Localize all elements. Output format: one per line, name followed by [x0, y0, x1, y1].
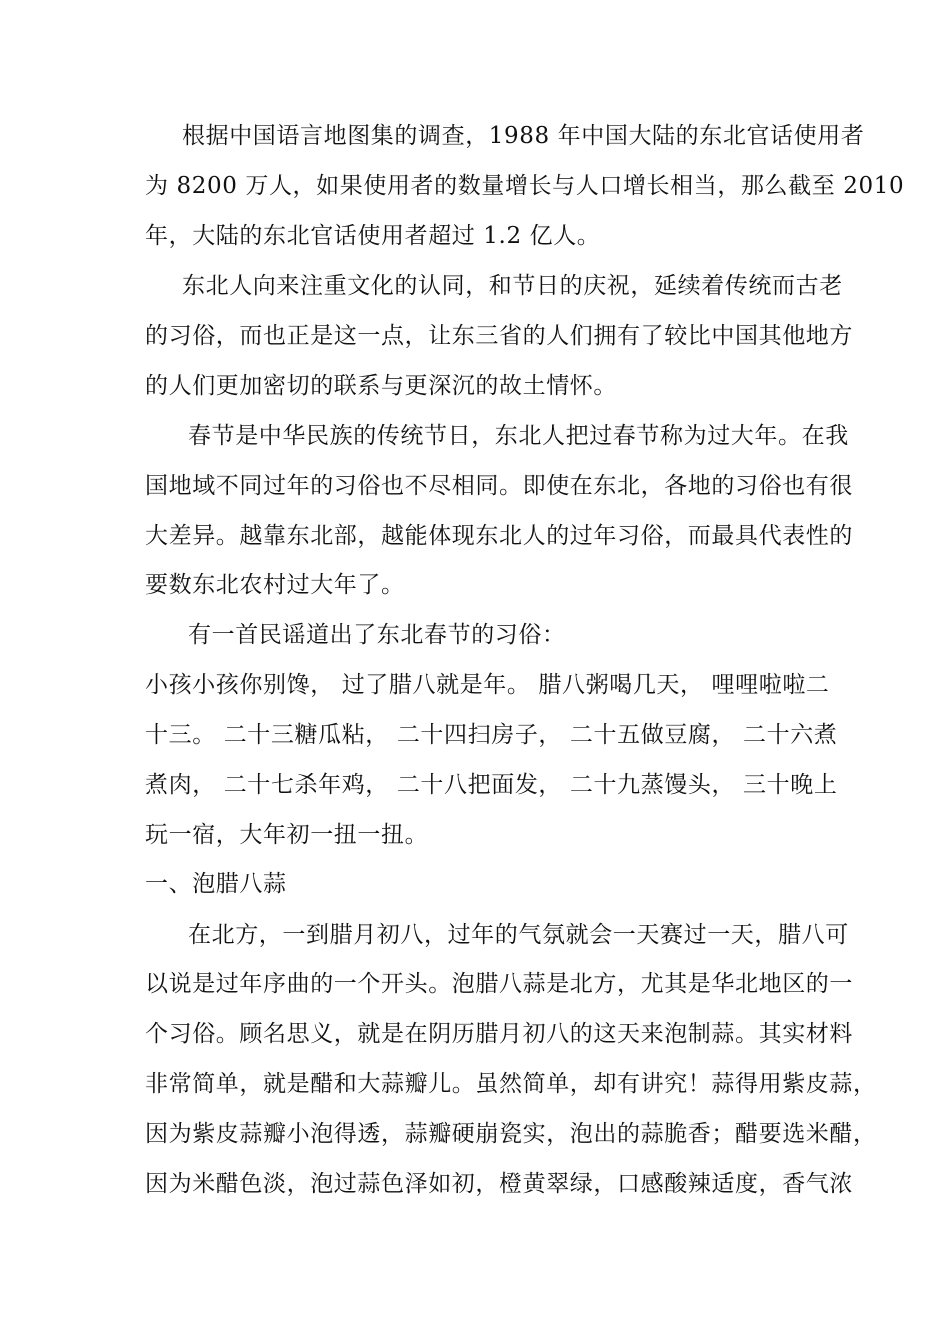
section-heading: 一、泡腊八蒜: [145, 871, 287, 897]
text-line: 年，大陆的东北官话使用者超过 1.2 亿人。: [145, 223, 601, 249]
text-line: 玩一宿，大年初一扭一扭。: [145, 822, 429, 848]
text-line: 的人们更加密切的联系与更深沉的故土情怀。: [145, 373, 617, 399]
text-line: 因为米醋色淡，泡过蒜色泽如初，橙黄翠绿，口感酸辣适度，香气浓: [145, 1171, 853, 1197]
text-line: 十三。 二十三糖瓜粘， 二十四扫房子， 二十五做豆腐， 二十六煮: [145, 722, 838, 748]
text-line: 东北人向来注重文化的认同，和节日的庆祝，延续着传统而古老: [182, 273, 843, 299]
text-line: 个习俗。顾名思义，就是在阴历腊月初八的这天来泡制蒜。其实材料: [145, 1021, 853, 1047]
text-line: 春节是中华民族的传统节日，东北人把过春节称为过大年。在我: [188, 423, 849, 449]
text-line: 为 8200 万人，如果使用者的数量增长与人口增长相当，那么截至 2010: [145, 173, 905, 199]
text-line: 大差异。越靠东北部，越能体现东北人的过年习俗，而最具代表性的: [145, 523, 853, 549]
text-line: 小孩小孩你别馋， 过了腊八就是年。 腊八粥喝几天， 哩哩啦啦二: [145, 672, 830, 698]
text-line: 非常简单，就是醋和大蒜瓣儿。虽然简单，却有讲究！蒜得用紫皮蒜，: [145, 1071, 877, 1097]
text-line: 国地域不同过年的习俗也不尽相同。即使在东北，各地的习俗也有很: [145, 473, 853, 499]
text-line: 有一首民谣道出了东北春节的习俗：: [188, 622, 566, 648]
text-line: 煮肉， 二十七杀年鸡， 二十八把面发， 二十九蒸馒头， 三十晚上: [145, 772, 838, 798]
text-line: 根据中国语言地图集的调查，1988 年中国大陆的东北官话使用者: [182, 123, 865, 149]
text-line: 要数东北农村过大年了。: [145, 572, 405, 598]
text-line: 在北方，一到腊月初八，过年的气氛就会一天赛过一天，腊八可: [188, 922, 849, 948]
text-line: 的习俗，而也正是这一点，让东三省的人们拥有了较比中国其他地方: [145, 323, 853, 349]
text-line: 以说是过年序曲的一个开头。泡腊八蒜是北方，尤其是华北地区的一: [145, 971, 853, 997]
text-line: 因为紫皮蒜瓣小泡得透，蒜瓣硬崩瓷实，泡出的蒜脆香；醋要选米醋，: [145, 1121, 877, 1147]
